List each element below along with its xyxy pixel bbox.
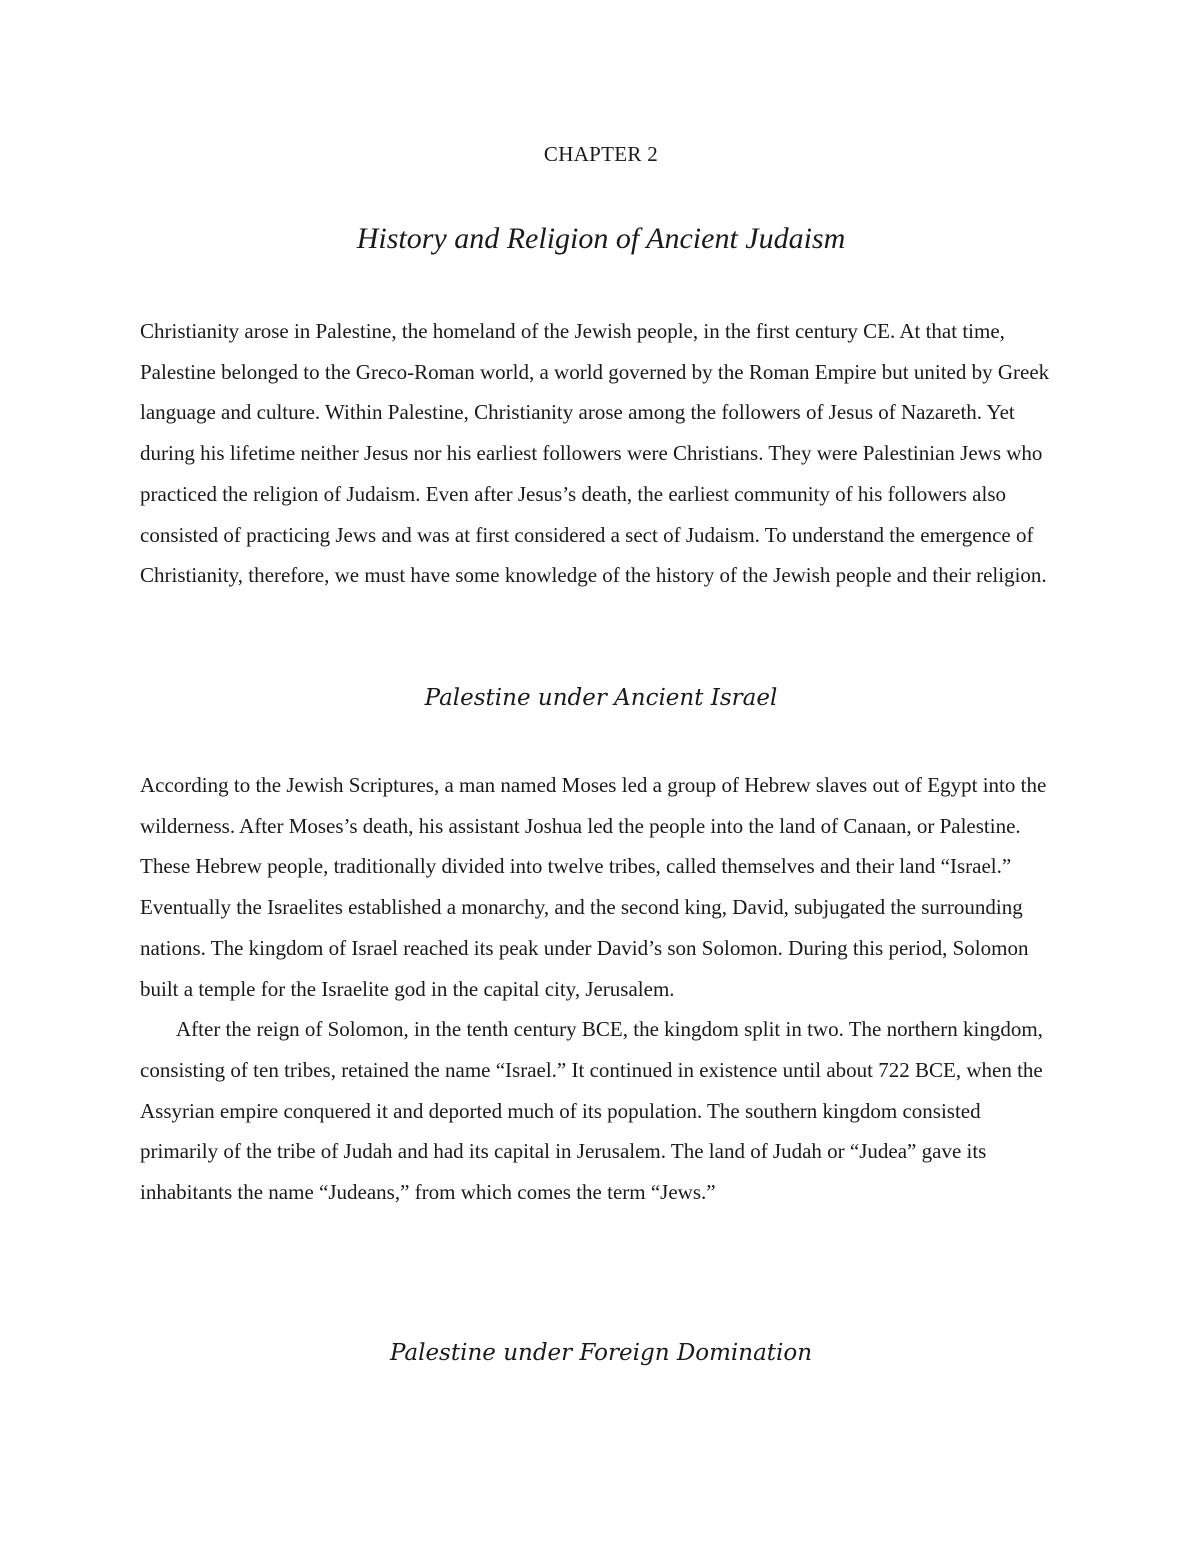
paragraph: According to the Jewish Scriptures, a man named Moses led a group of Hebrew slaves out of Egypt into the wilderness. After Moses’s death, his assistant Joshua led the people into the land of Canaan, or Palestine. These Hebrew people, traditionally divided into twelve tribes, called themselves and their land “Israel.” Eventually the Israelites established a monarchy, and the second king, David, subjugated the surrounding nations. The kingdom of Israel reached its peak under David’s son Solomon. During this period, Solomon built a temple for the Israelite god in the capital city, Jerusalem. bbox=[140, 773, 1047, 1001]
intro-section bbox=[140, 311, 1062, 596]
paragraph: After the reign of Solomon, in the tenth century BCE, the kingdom split in two. The northern kingdom, consisting of ten tribes, retained the name “Israel.” It continued in existence until about 722 BCE, when the Assyrian empire conquered it and deported much of its population. The southern kingdom consisted primarily of the tribe of Judah and had its capital in Jerusalem. The land of Judah or “Judea” gave its inhabitants the name “Judeans,” from which comes the term “Jews.” bbox=[140, 1017, 1043, 1205]
section-heading-ancient-israel: Palestine under Ancient Israel bbox=[424, 685, 778, 711]
chapter-title: History and Religion of Ancient Judaism bbox=[356, 222, 846, 255]
section-ancient-israel bbox=[140, 765, 1062, 1213]
chapter-label: CHAPTER 2 bbox=[543, 142, 659, 166]
intro-paragraph: Christianity arose in Palestine, the homeland of the Jewish people, in the first century CE. At that time, Palestine belonged to the Greco-Roman world, a world governed by the Roman Empire but united by Greek language and culture. Within Palestine, Christianity arose among the followers of Jesus of Nazareth. Yet during his lifetime neither Jesus nor his earliest followers were Christians. They were Palestinian Jews who practiced the religion of Judaism. Even after Jesus’s death, the earliest community of his followers also consisted of practicing Jews and was at first considered a sect of Judaism. To understand the emergence of Christianity, therefore, we must have some knowledge of the history of the Jewish people and their religion. bbox=[140, 319, 1050, 588]
section-heading-foreign-domination: Palestine under Foreign Domination bbox=[389, 1340, 813, 1366]
